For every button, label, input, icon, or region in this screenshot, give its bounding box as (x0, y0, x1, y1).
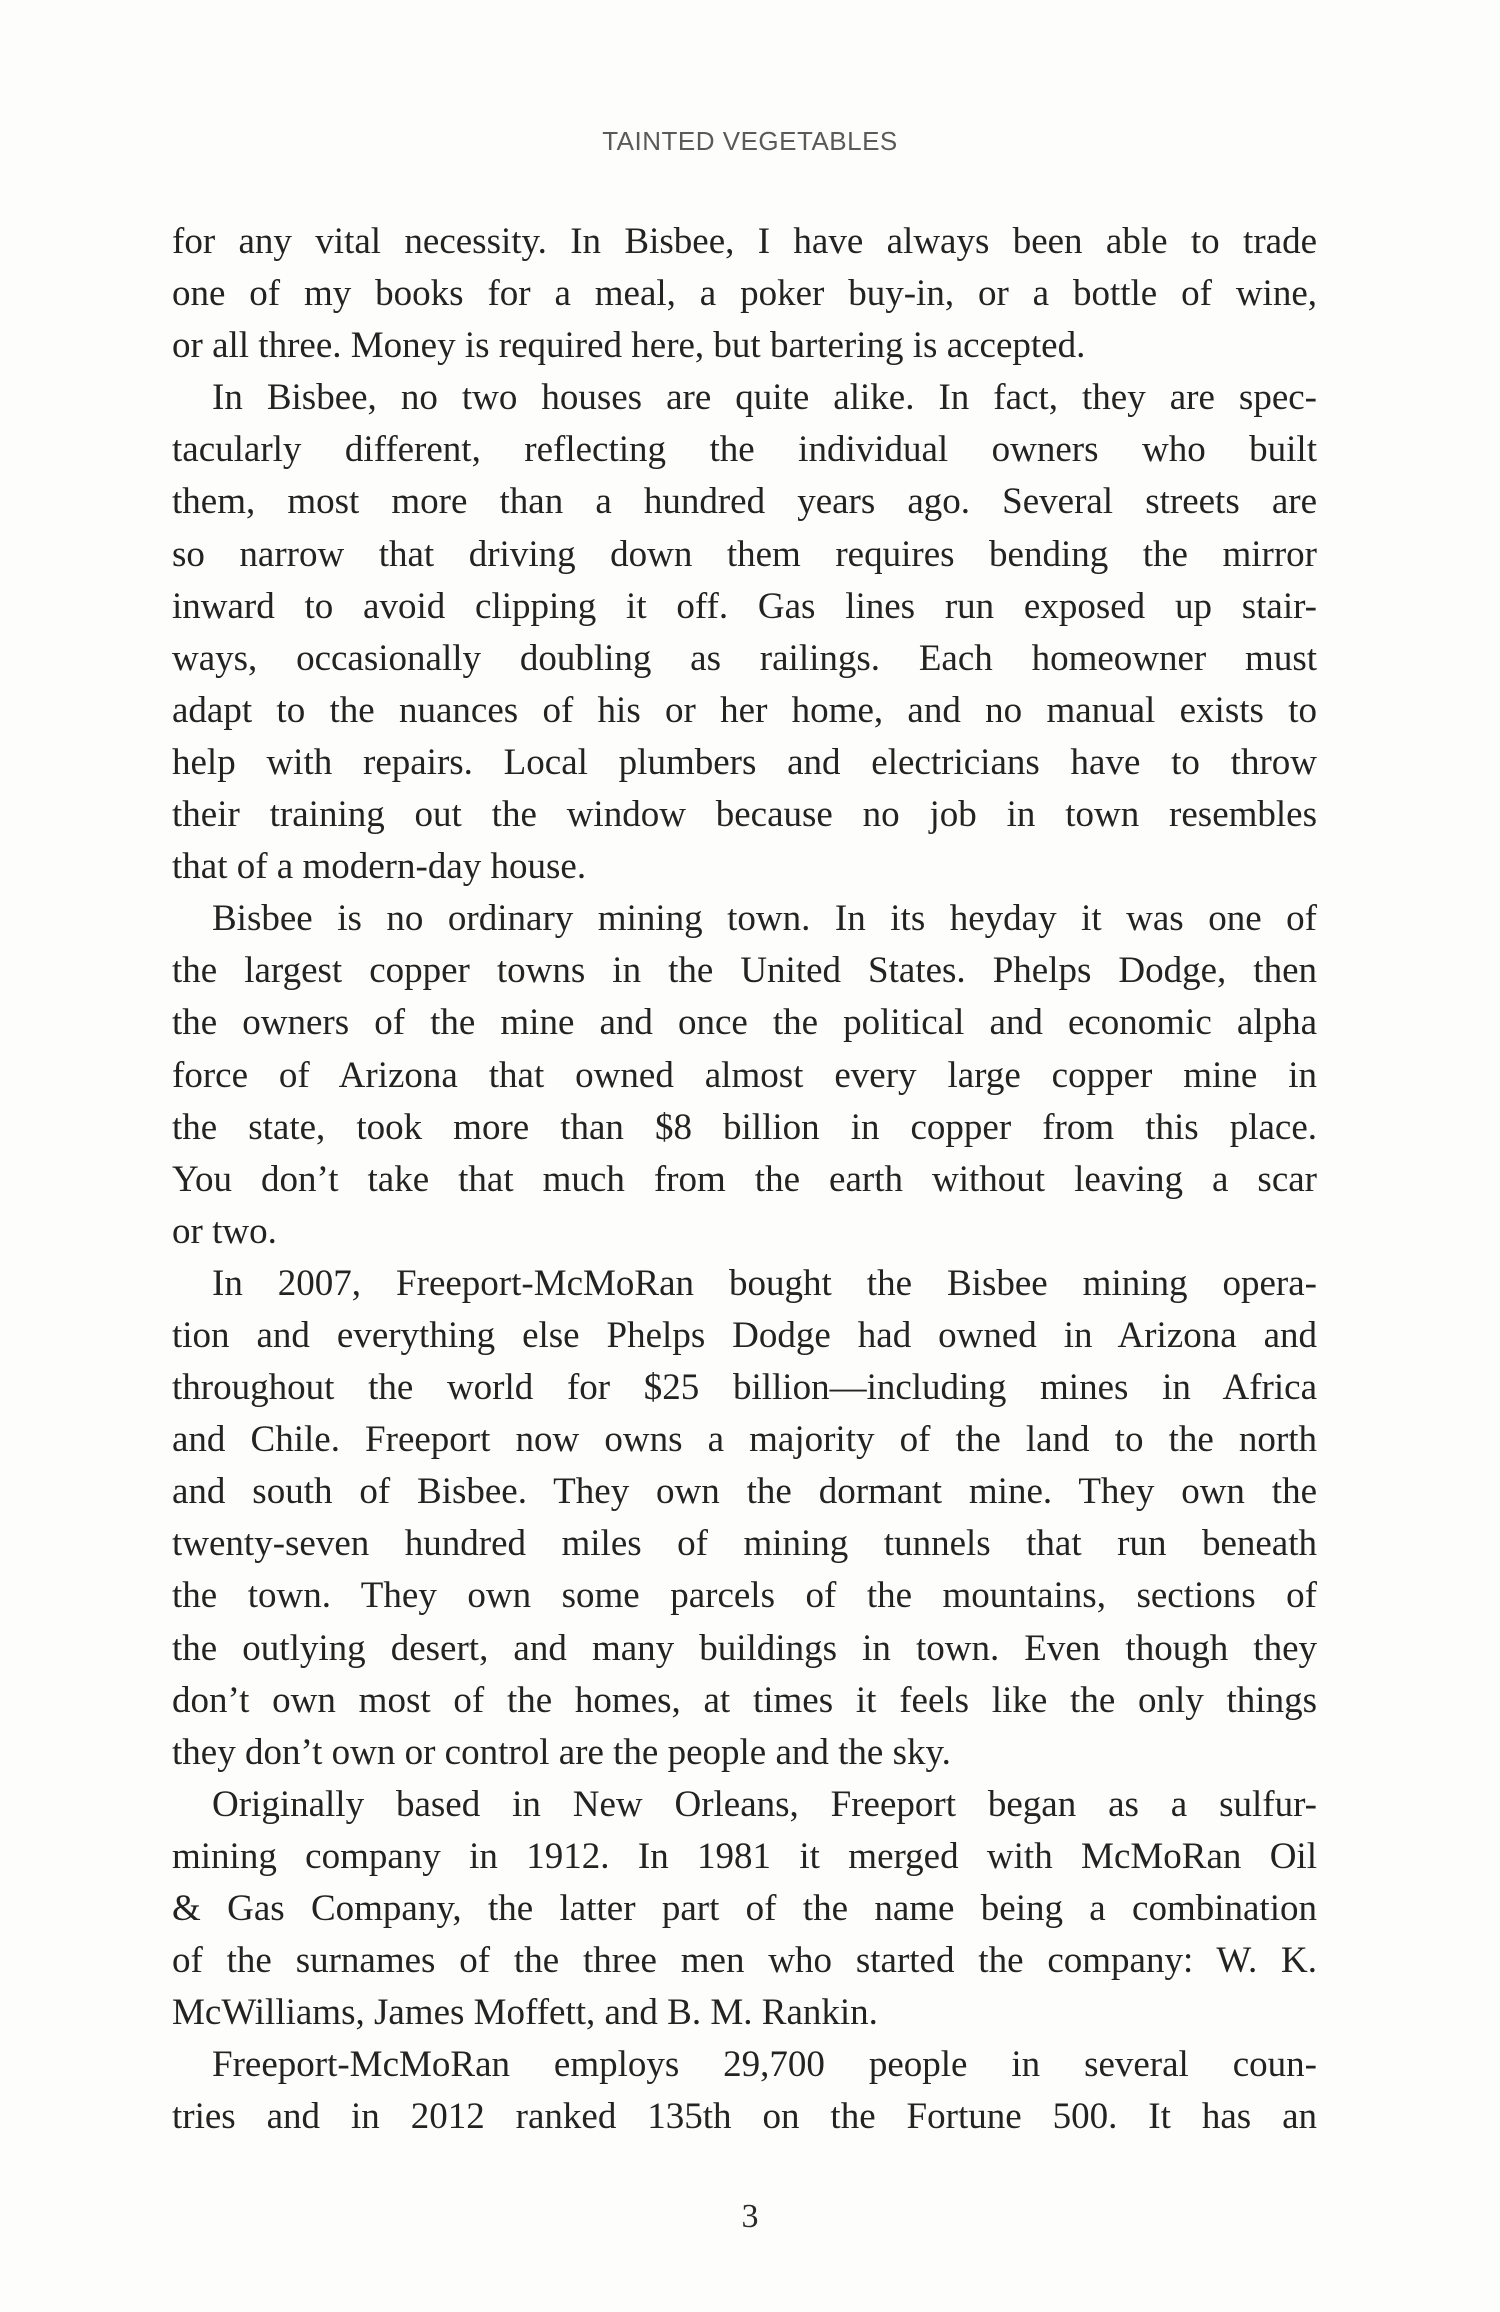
text-line: & Gas Company, the latter part of the name being a combination (172, 1888, 1317, 1929)
body-text (172, 216, 1317, 2143)
text-line: adapt to the nuances of his or her home, and no manual exists to (172, 689, 1317, 731)
text-line: McWilliams, James Moffett, and B. M. Rankin. (172, 1992, 878, 2034)
text-line: of the surnames of the three men who started the company: W. K. (172, 1940, 1317, 1982)
paragraph (172, 1258, 1317, 1779)
paragraph (172, 372, 1317, 893)
paragraph (172, 2039, 1317, 2143)
text-line: inward to avoid clipping it off. Gas lines run exposed up stair- (172, 585, 1317, 627)
text-line: for any vital necessity. In Bisbee, I have always been able to trade (172, 221, 1317, 262)
text-line: You don’t take that much from the earth without leaving a scar (172, 1158, 1317, 1200)
text-line: mining company in 1912. In 1981 it merged with McMoRan Oil (172, 1835, 1317, 1877)
page-number: 3 (741, 2198, 759, 2235)
text-line: the state, took more than $8 billion in copper from this place. (172, 1106, 1317, 1148)
text-line: the town. They own some parcels of the mountains, sections of (172, 1575, 1317, 1617)
text-line: and south of Bisbee. They own the dormant mine. They own the (172, 1471, 1317, 1513)
text-line: that of a modern-day house. (172, 846, 587, 888)
text-line: don’t own most of the homes, at times it feels like the only things (172, 1679, 1317, 1721)
text-line: they don’t own or control are the people and the sky. (172, 1731, 951, 1773)
text-line: tries and in 2012 ranked 135th on the Fortune 500. It has an (172, 2096, 1317, 2138)
text-line: Freeport-McMoRan employs 29,700 people in several coun- (212, 2044, 1317, 2086)
paragraph (172, 216, 1317, 372)
text-line: ways, occasionally doubling as railings. Each homeowner must (172, 637, 1317, 679)
text-line: so narrow that driving down them requires bending the mirror (172, 533, 1317, 575)
text-line: them, most more than a hundred years ago. Several streets are (172, 481, 1317, 523)
paragraph (172, 1779, 1317, 2039)
text-line: Originally based in New Orleans, Freeport began as a sulfur- (212, 1783, 1317, 1825)
text-line: tacularly different, reflecting the individual owners who built (172, 429, 1317, 471)
text-line: help with repairs. Local plumbers and electricians have to throw (172, 741, 1317, 783)
text-line: throughout the world for $25 billion—including mines in Africa (172, 1367, 1317, 1409)
text-line: or all three. Money is required here, but bartering is accepted. (172, 325, 1086, 367)
text-line: or two. (172, 1210, 277, 1252)
text-line: and Chile. Freeport now owns a majority of the land to the north (172, 1419, 1317, 1461)
text-line: the owners of the mine and once the political and economic alpha (172, 1002, 1317, 1044)
text-line: their training out the window because no job in town resembles (172, 794, 1317, 836)
running-head: TAINTED VEGETABLES (602, 126, 898, 156)
text-line: twenty-seven hundred miles of mining tunnels that run beneath (172, 1523, 1317, 1565)
text-line: one of my books for a meal, a poker buy-in, or a bottle of wine, (172, 273, 1317, 315)
text-line: In Bisbee, no two houses are quite alike. In fact, they are spec- (212, 377, 1317, 419)
text-line: In 2007, Freeport-McMoRan bought the Bisbee mining opera- (212, 1262, 1317, 1304)
text-line: Bisbee is no ordinary mining town. In its heyday it was one of (212, 898, 1317, 940)
text-line: the outlying desert, and many buildings in town. Even though they (172, 1627, 1317, 1669)
text-line: tion and everything else Phelps Dodge had owned in Arizona and (172, 1314, 1317, 1356)
text-line: force of Arizona that owned almost every large copper mine in (172, 1054, 1317, 1096)
text-line: the largest copper towns in the United States. Phelps Dodge, then (172, 950, 1317, 992)
paragraph (172, 893, 1317, 1258)
